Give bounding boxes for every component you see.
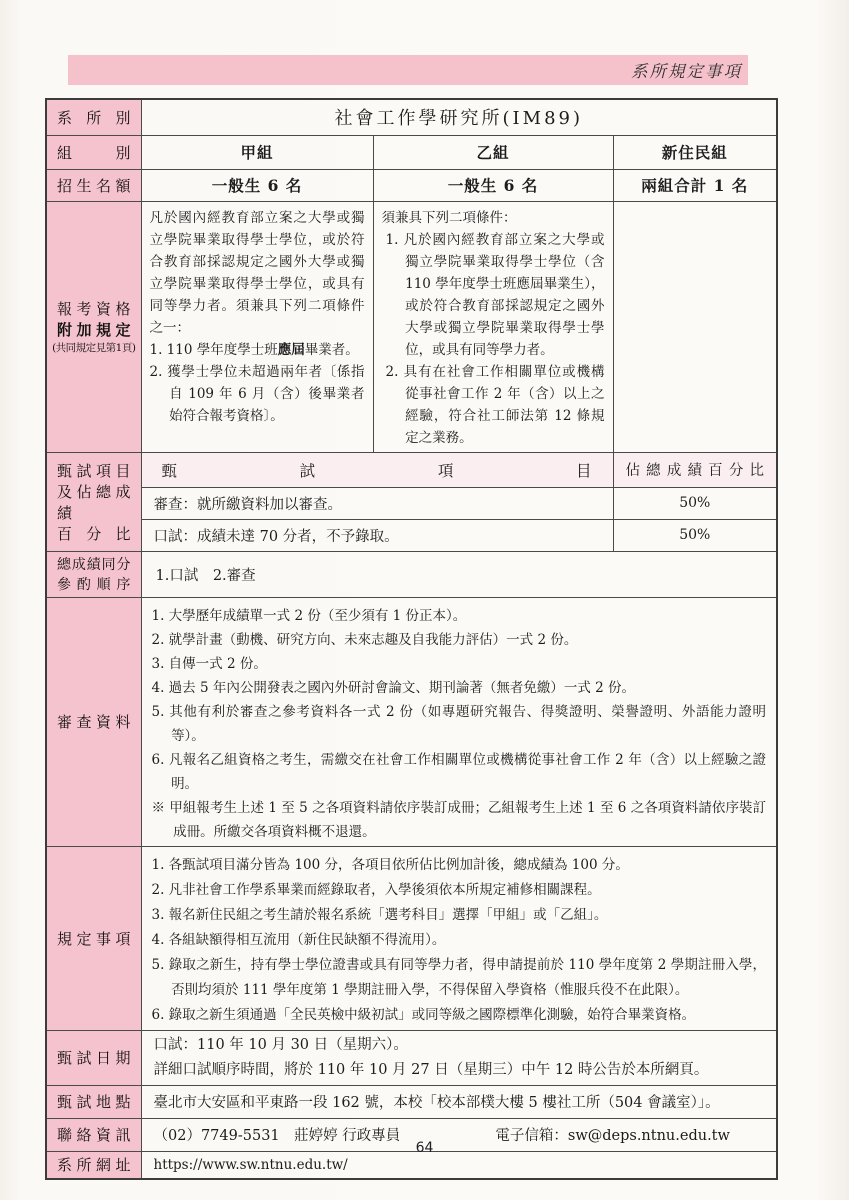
department-name-cell: 社會工作學研究所(IM89)	[141, 99, 777, 135]
row-rules	[46, 846, 777, 1030]
exam-header-pct-cell	[613, 452, 777, 487]
rules-label: 規定事項	[57, 929, 131, 948]
exam-oral-cell: 口試：成績未達 70 分者，不予錄取。	[141, 519, 613, 551]
row-exam-header	[46, 452, 777, 487]
row-review-materials	[46, 597, 777, 846]
eligibility-group-b-cell	[373, 201, 613, 452]
rules-item-5: 5. 錄取之新生，持有學士學位證書或具有同等學力者，得申請提前於 110 學年度第 2 學期註冊入學，否則均須於 111 學年度第 1 學期註冊入學，不得保留入學資格（惟服兵役不在此限）。	[151, 956, 767, 998]
review-item-2: 2. 就學計畫（動機、研究方向、未來志趣及自我能力評估）一式 2 份。	[151, 631, 578, 648]
rules-item-4: 4. 各組缺額得相互流用（新住民缺額不得流用）。	[151, 931, 446, 948]
tiebreak-value-cell: 1.口試 2.審查	[141, 551, 777, 597]
contact-email: 電子信箱：sw@deps.ntnu.edu.tw	[495, 1128, 730, 1144]
eligibility-b-item2: 2. 具有在社會工作相關單位或機構從事社會工作 2 年（含）以上之經驗，符合社工師法第 12 條規定之業務。	[385, 363, 605, 446]
tiebreak-label-line2: 參酌順序	[57, 577, 131, 593]
exam-date-label: 甄試日期	[57, 1049, 131, 1067]
review-note: ※ 甲組報考生上述 1 至 5 之各項資料請依序裝訂成冊；乙組報考生上述 1 至 6 之各項資料請依序裝訂成冊。所繳交各項資料概不退還。	[151, 799, 767, 840]
group-label-cell	[46, 135, 141, 169]
eligibility-a-item2: 2. 獲學士學位未超過兩年者〔係指自 109 年 6 月（含）後畢業者始符合報考資格〕。	[149, 363, 365, 424]
exam-header-pct: 佔總成績百分比	[625, 463, 765, 479]
row-group	[46, 135, 777, 169]
row-exam-review	[46, 487, 777, 519]
website-label: 系所網址	[57, 1156, 131, 1175]
exam-date-line2: 詳細口試順序時間，將於 110 年 10 月 27 日（星期三）中午 12 時公告於本所網頁。	[153, 1061, 709, 1078]
exam-place-label: 甄試地點	[57, 1093, 131, 1111]
group-b-cell: 乙組	[373, 135, 613, 169]
quota-label: 招生名額	[57, 176, 131, 195]
website-value-cell: https://www.sw.ntnu.edu.tw/	[141, 1151, 777, 1179]
exam-place-label-cell	[46, 1085, 141, 1118]
eligibility-a-item1-bold: 應屆	[277, 341, 305, 358]
tiebreak-label-cell	[46, 551, 141, 597]
review-item-3: 3. 自傳一式 2 份。	[151, 655, 267, 672]
exam-review-pct: 50%	[613, 487, 777, 519]
eligibility-group-a-cell	[141, 201, 373, 452]
review-item-1: 1. 大學歷年成績單一式 2 份（至少須有 1 份正本）。	[151, 607, 467, 624]
eligibility-label-line3: (共同規定見第1頁)	[52, 342, 136, 354]
rules-item-3: 3. 報名新住民組之考生請於報名系統「選考科目」選擇「甲組」或「乙組」。	[151, 906, 608, 923]
rules-item-1: 1. 各甄試項目滿分皆為 100 分，各項目依所佔比例加計後，總成績為 100 分。	[151, 856, 629, 873]
quota-label-cell	[46, 169, 141, 201]
tiebreak-label-line1: 總成績同分	[57, 557, 131, 573]
group-a-cell: 甲組	[141, 135, 373, 169]
exam-review-cell: 審查：就所繳資料加以審查。	[141, 487, 613, 519]
eligibility-b-intro: 須兼具下列二項條件：	[381, 209, 517, 226]
exam-label-line1: 甄試項目	[57, 461, 131, 480]
group-c-cell: 新住民組	[613, 135, 777, 169]
row-exam-date	[46, 1030, 777, 1085]
exam-label-line2: 及佔總成績	[57, 482, 131, 522]
row-exam-place	[46, 1085, 777, 1118]
exam-place-value-cell: 臺北市大安區和平東路一段 162 號，本校「校本部樸大樓 5 樓社工所（504 會議室）」。	[141, 1085, 777, 1118]
quota-a-cell: 一般生 6 名	[141, 169, 373, 201]
exam-header-item-cell	[141, 452, 613, 487]
rules-label-cell	[46, 846, 141, 1030]
exam-header-item: 甄試項目	[161, 461, 593, 480]
page-number: 64	[415, 1140, 434, 1156]
quota-c-cell: 兩組合計 1 名	[613, 169, 777, 201]
eligibility-label-cell	[46, 201, 141, 452]
group-label: 組別	[57, 143, 131, 162]
rules-items-cell	[141, 846, 777, 1030]
row-eligibility	[46, 201, 777, 452]
row-quota	[46, 169, 777, 201]
review-item-6: 6. 凡報名乙組資格之考生，需繳交在社會工作相關單位或機構從事社會工作 2 年（含）以上經驗之證明。	[151, 751, 767, 792]
eligibility-a-item1-pre: 1. 110 學年度學士班	[149, 341, 278, 358]
contact-label: 聯絡資訊	[57, 1126, 131, 1144]
department-label: 系所別	[57, 108, 131, 127]
rules-item-6: 6. 錄取之新生須通過「全民英檢中級初試」或同等級之國際標準化測驗，始符合畢業資格。	[151, 1006, 696, 1023]
rules-item-2: 2. 凡非社會工作學系畢業而經錄取者，入學後須依本所規定補修相關課程。	[151, 881, 601, 898]
eligibility-label-line2: 附加規定	[57, 321, 131, 339]
department-label-cell	[46, 99, 141, 135]
review-label-cell	[46, 597, 141, 846]
exam-oral-pct: 50%	[613, 519, 777, 551]
eligibility-label-line1: 報考資格	[57, 300, 131, 318]
exam-date-line1: 口試：110 年 10 月 30 日（星期六）。	[153, 1036, 408, 1053]
review-item-4: 4. 過去 5 年內公開發表之國內外研討會論文、期刊論著（無者免繳）一式 2 份。	[151, 679, 636, 696]
row-exam-oral	[46, 519, 777, 551]
eligibility-a-intro: 凡於國內經教育部立案之大學或獨立學院畢業取得學士學位，或於符合教育部採認規定之國外大學或獨立學院畢業取得學士學位，或具有同等學力者。須兼具下列二項條件之一：	[149, 209, 365, 336]
contact-phone: （02）7749-5531 莊婷婷 行政專員	[153, 1128, 401, 1144]
exam-date-value-cell	[141, 1030, 777, 1085]
row-department	[46, 99, 777, 135]
corner-section-label: 系所規定事項	[631, 62, 742, 81]
review-items-cell	[141, 597, 777, 846]
eligibility-a-item1-post: 畢業者。	[304, 341, 359, 358]
exam-date-label-cell	[46, 1030, 141, 1085]
admission-info-table	[45, 98, 778, 1180]
review-label: 審查資料	[57, 713, 131, 731]
header-pink-bar	[68, 55, 748, 85]
quota-b-cell: 一般生 6 名	[373, 169, 613, 201]
eligibility-group-c-cell	[613, 201, 777, 452]
eligibility-a-item1	[150, 339, 365, 361]
eligibility-b-item1: 1. 凡於國內經教育部立案之大學或獨立學院畢業取得學士學位（含 110 學年度學士班應屆畢業生），或於符合教育部採認規定之國外大學或獨立學院畢業取得學士學位，或具有同等學力者。	[385, 231, 605, 358]
review-item-5: 5. 其他有利於審查之參考資料各一式 2 份（如專題研究報告、得獎證明、榮譽證明、外語能力證明等）。	[151, 703, 767, 744]
exam-label-line3: 百分比	[57, 524, 131, 543]
exam-label-cell	[46, 452, 141, 551]
row-tiebreak	[46, 551, 777, 597]
